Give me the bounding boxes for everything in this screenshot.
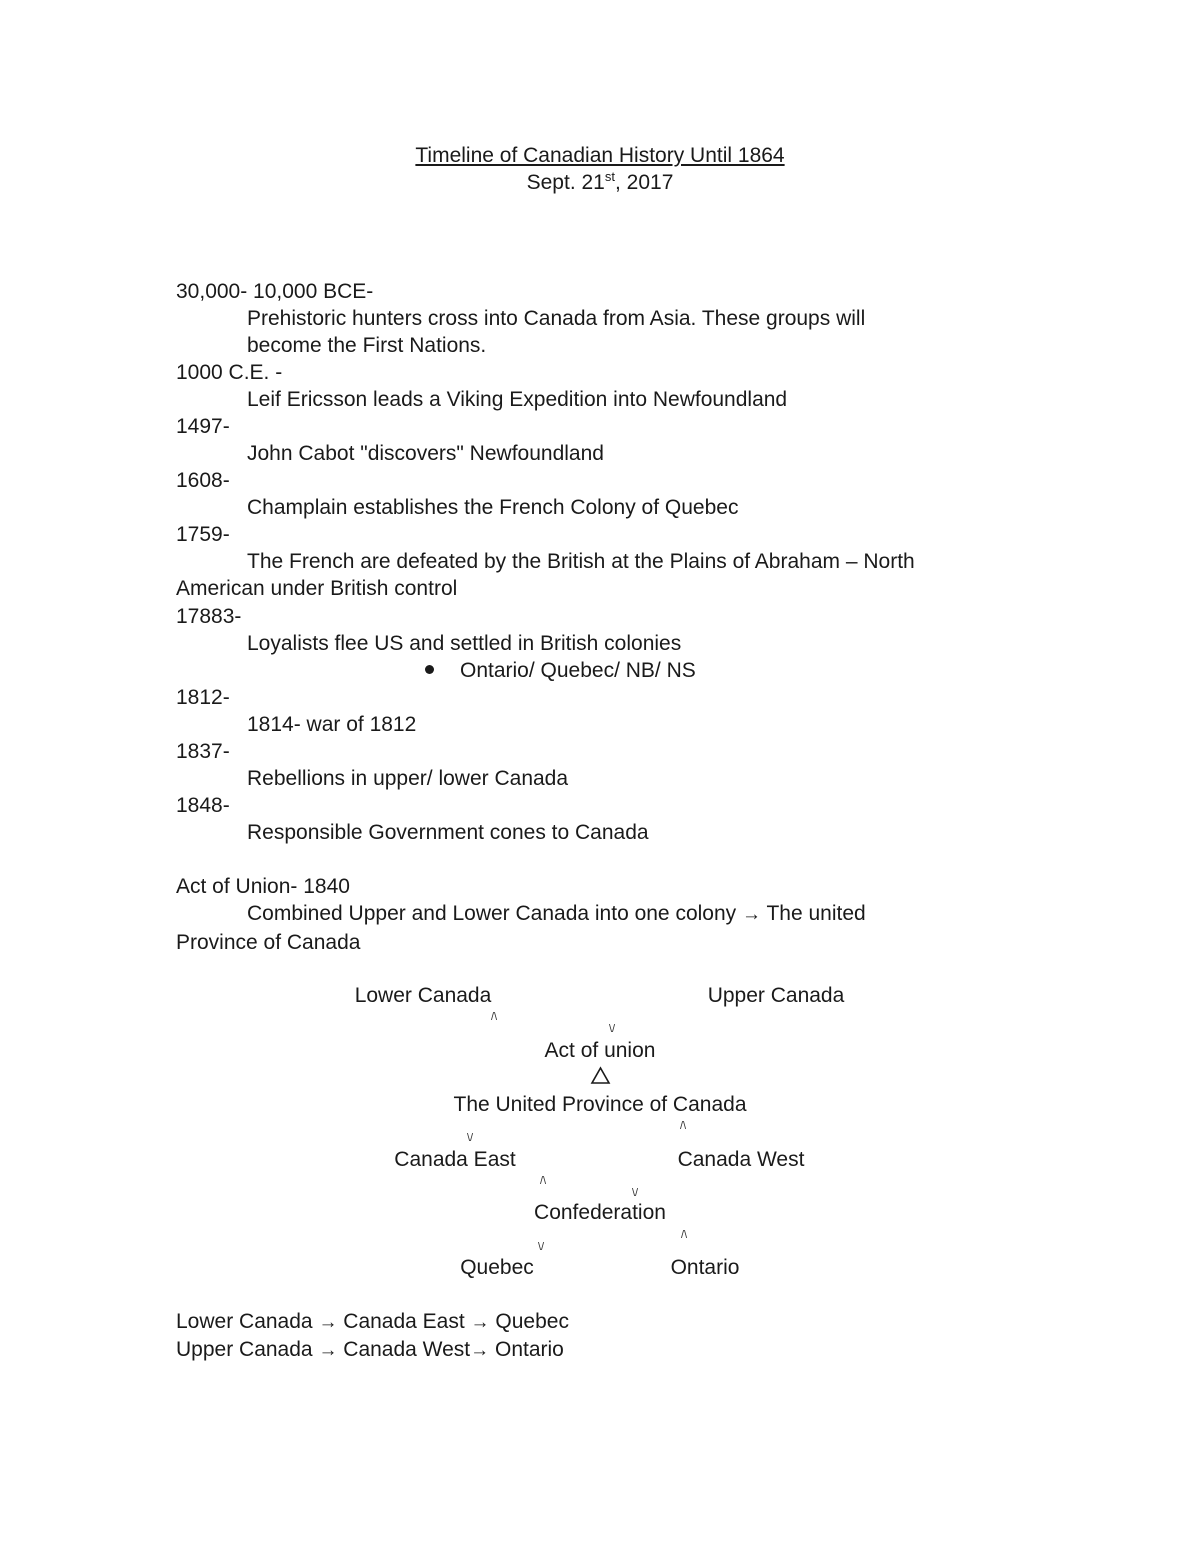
flow-canada-west: Canada West <box>677 1148 805 1171</box>
summary-item: Ontario <box>494 1338 564 1361</box>
arrow-right-icon: → <box>742 904 761 925</box>
timeline-event: Prehistoric hunters cross into Canada from Asia. These groups will <box>247 307 866 330</box>
timeline-event: 1814- war of 1812 <box>247 713 417 736</box>
tick-down-icon: \/ <box>608 1023 616 1035</box>
date-suffix: st <box>604 169 615 184</box>
flow-ontario: Ontario <box>670 1256 740 1279</box>
flow-act-of-union: Act of union <box>544 1039 656 1062</box>
tick-up-icon: /\ <box>539 1175 547 1187</box>
page-title: Timeline of Canadian History Until 1864 <box>415 144 785 167</box>
flow-confederation: Confederation <box>534 1201 666 1224</box>
date-tail: , 2017 <box>614 171 674 194</box>
timeline-year: 1812- <box>176 686 230 709</box>
timeline-year: 1837- <box>176 740 230 763</box>
timeline-event: Responsible Government cones to Canada <box>247 821 649 844</box>
timeline-year: 1608- <box>176 469 230 492</box>
flow-upper-canada: Upper Canada <box>707 984 845 1007</box>
bullet-item: Ontario/ Quebec/ NB/ NS <box>460 659 696 682</box>
timeline-event: Leif Ericsson leads a Viking Expedition into Newfoundland <box>247 388 788 411</box>
timeline-event: Rebellions in upper/ lower Canada <box>247 767 569 790</box>
union-heading: Act of Union- 1840 <box>176 875 350 898</box>
timeline-event: The French are defeated by the British at the Plains of Abraham – North <box>247 550 915 573</box>
timeline-year: 1848- <box>176 794 230 817</box>
bullet-icon <box>425 665 434 674</box>
union-description <box>247 900 866 928</box>
arrow-right-icon: → <box>470 1340 490 1361</box>
summary-item: Canada East <box>343 1310 465 1333</box>
union-desc-b: The united <box>766 902 866 925</box>
tick-up-icon: /\ <box>679 1120 687 1132</box>
tick-down-icon: \/ <box>466 1132 474 1144</box>
summary-item: Upper Canada <box>176 1338 313 1361</box>
arrow-right-icon: → <box>318 1312 338 1333</box>
summary-item: Canada West <box>343 1338 471 1361</box>
timeline-year: 1759- <box>176 523 230 546</box>
flow-quebec: Quebec <box>460 1256 534 1279</box>
tick-up-icon: /\ <box>680 1229 688 1241</box>
flow-canada-east: Canada East <box>394 1148 516 1171</box>
tick-up-icon: /\ <box>490 1011 498 1023</box>
arrow-right-icon: → <box>470 1312 490 1333</box>
flow-united-province: The United Province of Canada <box>453 1093 747 1116</box>
timeline-event-cont: become the First Nations. <box>247 334 487 357</box>
date <box>527 169 674 196</box>
union-desc-a: Combined Upper and Lower Canada into one colony <box>247 902 737 925</box>
summary-item: Lower Canada <box>176 1310 313 1333</box>
tick-down-icon: \/ <box>631 1187 639 1199</box>
union-description-cont: Province of Canada <box>176 931 361 954</box>
timeline-event: Loyalists flee US and settled in British colonies <box>247 632 682 655</box>
date-main: Sept. 21 <box>526 171 605 194</box>
timeline-year: 1000 C.E. - <box>176 361 283 384</box>
timeline-event-cont: American under British control <box>176 577 458 600</box>
flow-lower-canada: Lower Canada <box>354 984 492 1007</box>
timeline-year: 17883- <box>176 605 242 628</box>
timeline-event: Champlain establishes the French Colony of Quebec <box>247 496 739 519</box>
timeline-year: 30,000- 10,000 BCE- <box>176 280 374 303</box>
arrow-right-icon: → <box>318 1340 338 1361</box>
tick-down-icon: \/ <box>537 1241 545 1253</box>
timeline-year: 1497- <box>176 415 230 438</box>
triangle-arrow-icon <box>590 1066 611 1085</box>
summary-item: Quebec <box>495 1310 569 1333</box>
summary-line-upper <box>176 1336 564 1364</box>
timeline-event: John Cabot "discovers" Newfoundland <box>247 442 604 465</box>
summary-line-lower <box>176 1308 569 1336</box>
